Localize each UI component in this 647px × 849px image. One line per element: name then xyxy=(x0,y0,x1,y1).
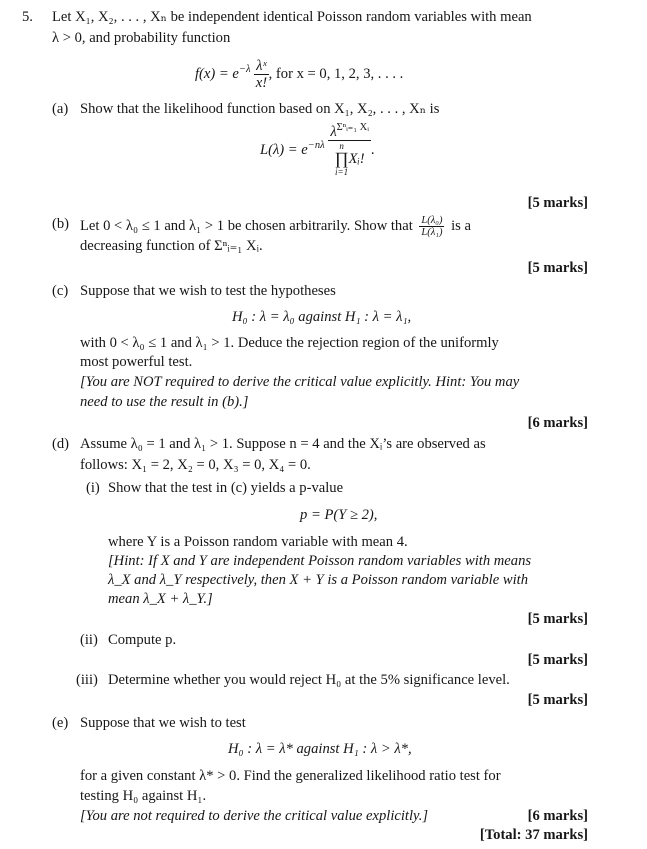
part-e-note: [You are not required to derive the critical value explicitly.] xyxy=(80,808,429,824)
part-d-ii-marks: [5 marks] xyxy=(527,652,588,668)
part-d-iii-label: (iii) xyxy=(76,672,98,688)
hint-line-1: [Hint: If X and Y are independent Poisson random variables with means xyxy=(108,553,532,569)
part-b-line-2: decreasing function of Σⁿᵢ₌₁ Xᵢ. xyxy=(80,238,263,254)
part-e-line-3: testing H₀ against H₁. xyxy=(80,788,207,804)
sum-exponent: Σⁿᵢ₌₁ Xᵢ xyxy=(336,122,369,134)
pmf-denominator: x! xyxy=(255,75,268,91)
likelihood-fraction xyxy=(328,124,371,177)
total-marks: [Total: 37 marks] xyxy=(479,827,588,843)
likelihood-exponent: −nλ xyxy=(307,139,325,151)
p-value-equation: p = P(Y ≥ 2), xyxy=(300,507,378,523)
part-c-line-3: most powerful test. xyxy=(80,354,193,370)
intro-line-1: Let X₁, X₂, . . . , Xₙ be independent identical Poisson random variables with mean xyxy=(52,9,532,25)
part-d-i-label: (i) xyxy=(86,480,100,496)
part-d-ii-text: Compute p. xyxy=(108,632,177,648)
question-number: 5. xyxy=(22,9,33,25)
part-d-iii-text: Determine whether you would reject H₀ at the 5% significance level. xyxy=(108,672,510,688)
hint-line-3: mean λ_X + λ_Y.] xyxy=(108,591,213,607)
factorial-term: Xᵢ! xyxy=(348,151,365,167)
part-c-label: (c) xyxy=(52,283,69,299)
hint-line-2: λ_X and λ_Y respectively, then X + Y is a Poisson random variable with xyxy=(108,572,529,588)
pmf-lhs: f(x) = e xyxy=(195,65,239,82)
part-c-marks: [6 marks] xyxy=(527,415,588,431)
pmf-fraction xyxy=(254,58,268,91)
product-upper-limit: n xyxy=(339,141,344,151)
part-e-hypotheses: H₀ : λ = λ* against H₁ : λ > λ*, xyxy=(228,741,412,757)
part-e-line-1: Suppose that we wish to test xyxy=(80,715,246,731)
pmf-equation xyxy=(195,58,403,91)
ratio-fraction xyxy=(419,215,444,238)
part-b-line-1-text: Let 0 < λ₀ ≤ 1 and λ₁ > 1 be chosen arbitrarily. Show that xyxy=(80,217,413,234)
part-b-marks: [5 marks] xyxy=(527,260,588,276)
part-a-label: (a) xyxy=(52,101,69,117)
part-d-iii-marks: [5 marks] xyxy=(527,692,588,708)
part-d-i-text: Show that the test in (c) yields a p-value xyxy=(108,480,344,496)
part-d-i-marks: [5 marks] xyxy=(527,611,588,627)
part-b-label: (b) xyxy=(52,216,70,232)
product-symbol: ∏ xyxy=(334,149,349,168)
ratio-denominator: L(λ₁) xyxy=(421,227,443,238)
part-c-note-2: need to use the result in (b).] xyxy=(80,394,249,410)
part-c-line-1: Suppose that we wish to test the hypotheses xyxy=(80,283,336,299)
product-operator xyxy=(335,141,349,177)
likelihood-period: . xyxy=(370,142,375,158)
pmf-domain: , for x = 0, 1, 2, 3, . . . . xyxy=(268,65,404,82)
part-a-marks: [5 marks] xyxy=(527,195,588,211)
part-d-ii-label: (ii) xyxy=(80,632,98,648)
pmf-numerator: λˣ xyxy=(256,58,267,74)
part-b-line-1 xyxy=(80,215,471,238)
part-c-note-1: [You are NOT required to derive the critical value explicitly. Hint: You may xyxy=(80,374,520,390)
lambda-symbol: λ xyxy=(330,124,337,140)
part-d-i-where: where Y is a Poisson random variable with mean 4. xyxy=(108,534,408,550)
pmf-exponent: −λ xyxy=(238,63,251,75)
part-e-line-2: for a given constant λ* > 0. Find the generalized likelihood ratio test for xyxy=(80,768,501,784)
part-d-line-1: Assume λ₀ = 1 and λ₁ > 1. Suppose n = 4 and the Xᵢ’s are observed as xyxy=(80,436,486,452)
part-c-line-2: with 0 < λ₀ ≤ 1 and λ₁ > 1. Deduce the rejection region of the uniformly xyxy=(80,335,499,351)
likelihood-denominator xyxy=(328,141,371,177)
product-lower-limit: i=1 xyxy=(335,167,349,177)
part-a-text: Show that the likelihood function based on X₁, X₂, . . . , Xₙ is xyxy=(80,101,440,117)
likelihood-equation xyxy=(260,124,375,177)
part-c-hypotheses: H₀ : λ = λ₀ against H₁ : λ = λ₁, xyxy=(232,309,412,325)
ratio-numerator: L(λ₀) xyxy=(421,215,443,226)
part-d-label: (d) xyxy=(52,436,70,452)
part-e-label: (e) xyxy=(52,715,69,731)
likelihood-numerator xyxy=(328,124,371,141)
part-b-line-1-end: is a xyxy=(451,217,471,234)
likelihood-lhs: L(λ) = e xyxy=(260,142,308,158)
part-e-marks: [6 marks] xyxy=(527,808,588,824)
intro-line-2: λ > 0, and probability function xyxy=(52,30,231,46)
part-d-line-2: follows: X₁ = 2, X₂ = 0, X₃ = 0, X₄ = 0. xyxy=(80,457,311,473)
